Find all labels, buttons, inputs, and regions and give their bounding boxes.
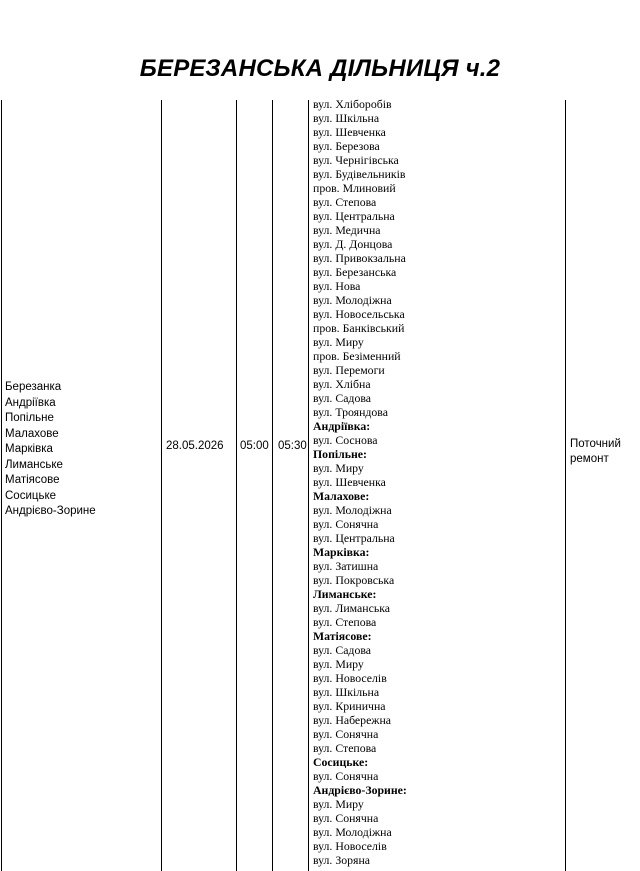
street-item: вул. Медична	[313, 223, 381, 237]
street-item: вул. Миру	[313, 461, 364, 475]
streets-cell	[313, 97, 563, 867]
table-border-col4	[308, 100, 309, 871]
street-item: вул. Степова	[313, 195, 377, 209]
street-item: вул. Миру	[313, 657, 364, 671]
village-header: Андріївка:	[313, 419, 371, 433]
street-item: вул. Центральна	[313, 209, 395, 223]
village-item: Матіясове	[5, 474, 60, 486]
street-item: вул. Сонячна	[313, 769, 379, 783]
street-item: вул. Перемоги	[313, 363, 385, 377]
street-item: вул. Сонячна	[313, 727, 379, 741]
street-item: вул. Сонячна	[313, 811, 379, 825]
street-item: вул. Миру	[313, 335, 364, 349]
street-item: вул. Шкільна	[313, 111, 380, 125]
street-item: вул. Лиманська	[313, 601, 390, 615]
street-item: вул. Центральна	[313, 531, 395, 545]
village-header: Лиманське:	[313, 587, 377, 601]
street-item: пров. Млиновий	[313, 181, 396, 195]
village-header: Марківка:	[313, 545, 370, 559]
street-item: вул. Шкільна	[313, 685, 380, 699]
street-item: вул. Набережна	[313, 713, 392, 727]
street-item: вул. Березова	[313, 139, 380, 153]
street-item: вул. Трояндова	[313, 405, 388, 419]
street-item: вул. Д. Донцова	[313, 237, 393, 251]
street-item: вул. Молодіжна	[313, 825, 392, 839]
table-border-col5	[565, 100, 566, 871]
village-item: Лиманське	[5, 458, 63, 471]
village-item: Попільне	[5, 412, 54, 424]
village-item: Андрієво-Зорине	[5, 505, 96, 517]
village-header: Матіясове:	[313, 629, 372, 643]
table-border-col2	[236, 100, 237, 871]
table-border-col3	[272, 100, 273, 871]
street-item: вул. Новоселів	[313, 839, 387, 853]
street-item: вул. Садова	[313, 643, 371, 657]
street-item: вул. Соснова	[313, 433, 378, 447]
village-header: Малахове:	[313, 489, 370, 503]
street-item: вул. Новосельська	[313, 307, 405, 321]
street-item: вул. Зоряна	[313, 853, 371, 867]
street-item: вул. Миру	[313, 797, 364, 811]
street-item: вул. Шевченка	[313, 475, 386, 489]
village-item: Березанка	[5, 381, 62, 393]
street-item: вул. Привокзальна	[313, 251, 406, 265]
street-item: вул. Степова	[313, 615, 377, 629]
street-item: вул. Нова	[313, 279, 361, 293]
street-item: вул. Затишна	[313, 559, 379, 573]
village-header: Сосицьке:	[313, 755, 369, 769]
street-item: вул. Новоселів	[313, 671, 387, 685]
street-item: вул. Кринична	[313, 699, 386, 713]
village-header: Андрієво-Зорине:	[313, 783, 407, 797]
street-item: вул. Хліборобів	[313, 97, 392, 111]
village-item: Сосицьке	[5, 489, 57, 502]
village-item: Андріївка	[5, 396, 56, 409]
page-title: БЕРЕЗАНСЬКА ДІЛЬНИЦЯ ч.2	[139, 55, 501, 82]
street-item: вул. Молодіжна	[313, 293, 392, 307]
time-end-cell: 05:30	[278, 440, 307, 452]
street-item: вул. Молодіжна	[313, 503, 392, 517]
time-start-cell: 05:00	[240, 440, 269, 452]
street-item: вул. Садова	[313, 391, 371, 405]
street-item: вул. Сонячна	[313, 517, 379, 531]
street-item: вул. Степова	[313, 741, 377, 755]
street-item: вул. Шевченка	[313, 125, 386, 139]
village-header: Попільне:	[313, 447, 367, 461]
street-item: вул. Хлібна	[313, 377, 371, 391]
street-item: пров. Банківський	[313, 321, 405, 335]
table-border-left	[1, 100, 2, 871]
table-border-col1	[161, 100, 162, 871]
villages-cell	[5, 380, 160, 520]
street-item: вул. Будівельників	[313, 167, 406, 181]
street-item: пров. Безіменний	[313, 349, 401, 363]
date-cell: 28.05.2026	[166, 440, 224, 452]
street-item: вул. Покровська	[313, 573, 395, 587]
street-item: вул. Березанська	[313, 265, 397, 279]
village-item: Марківка	[5, 443, 53, 455]
street-item: вул. Чернігівська	[313, 153, 399, 167]
village-item: Малахове	[5, 427, 59, 440]
status-cell: Поточний ремонт	[570, 438, 621, 465]
